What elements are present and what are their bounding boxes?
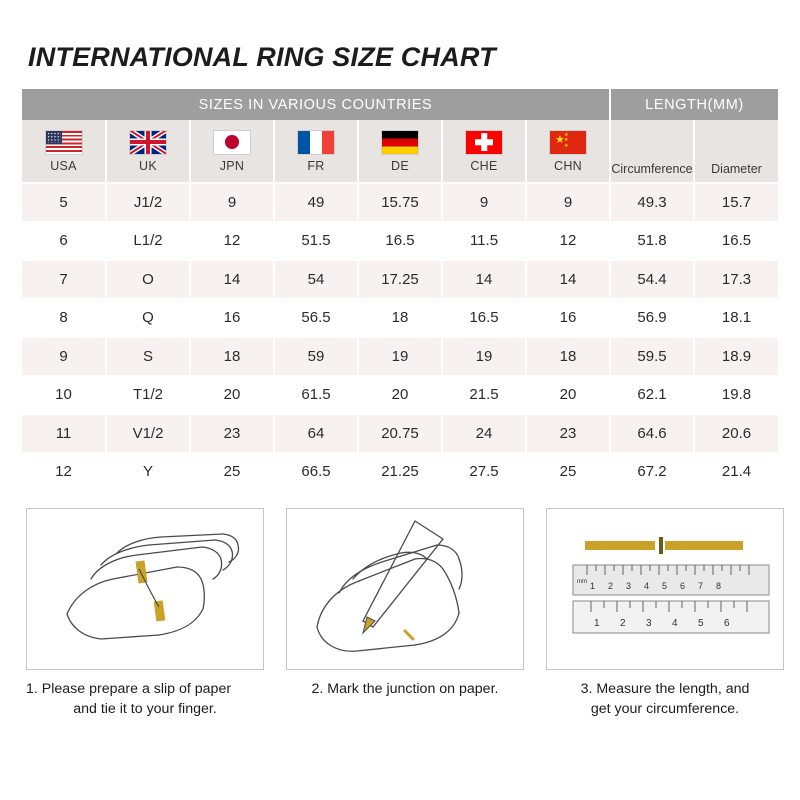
step-3-line2: get your circumference.	[590, 701, 740, 717]
ruler-measuring-icon	[547, 509, 783, 669]
cell-circumference: 54.4	[610, 260, 694, 299]
svg-text:4: 4	[644, 581, 650, 591]
hand-marking-pen-icon	[287, 509, 523, 669]
step-1-line1: 1. Please prepare a slip of paper	[26, 681, 232, 697]
cell-usa: 12	[22, 453, 106, 492]
cell-fr: 64	[274, 414, 358, 453]
step-2-illustration	[286, 508, 524, 670]
cell-jpn: 12	[190, 222, 274, 261]
step-1-caption	[26, 679, 264, 719]
cell-circumference: 62.1	[610, 376, 694, 415]
flag-switzerland-icon	[465, 130, 503, 155]
cell-de: 15.75	[358, 183, 442, 222]
cell-che: 24	[442, 414, 526, 453]
cell-fr: 56.5	[274, 299, 358, 338]
cell-che: 19	[442, 337, 526, 376]
cell-usa: 7	[22, 260, 106, 299]
cell-che: 14	[442, 260, 526, 299]
column-label-che: CHE	[470, 158, 498, 173]
table-row	[22, 222, 778, 261]
column-header-che	[442, 120, 526, 183]
cell-fr: 59	[274, 337, 358, 376]
cell-uk: L1/2	[106, 222, 190, 261]
column-label-diameter: Diameter	[711, 162, 762, 176]
svg-text:2: 2	[620, 618, 626, 629]
column-header-usa	[22, 120, 106, 183]
column-label-circumference: Circumference	[611, 162, 693, 176]
column-label-usa: USA	[50, 158, 77, 173]
cell-jpn: 16	[190, 299, 274, 338]
step-2-line1: 2. Mark the junction on paper.	[311, 681, 499, 697]
cell-circumference: 51.8	[610, 222, 694, 261]
cell-diameter: 19.8	[694, 376, 778, 415]
cell-de: 19	[358, 337, 442, 376]
column-header-fr	[274, 120, 358, 183]
column-header-uk	[106, 120, 190, 183]
cell-chn: 20	[526, 376, 610, 415]
cell-che: 27.5	[442, 453, 526, 492]
flag-china-icon: ★ ★ ★ ★	[549, 130, 587, 155]
step-3-caption	[546, 679, 784, 719]
step-2-caption	[286, 679, 524, 699]
svg-text:5: 5	[662, 581, 668, 591]
cell-uk: T1/2	[106, 376, 190, 415]
flag-uk-icon	[129, 130, 167, 155]
cell-usa: 10	[22, 376, 106, 415]
column-header-circumference	[610, 120, 694, 183]
cell-circumference: 59.5	[610, 337, 694, 376]
cell-chn: 14	[526, 260, 610, 299]
cell-chn: 18	[526, 337, 610, 376]
column-header-jpn	[190, 120, 274, 183]
page-title: INTERNATIONAL RING SIZE CHART	[28, 42, 496, 72]
cell-diameter: 17.3	[694, 260, 778, 299]
step-1-line2: and tie it to your finger.	[73, 701, 217, 717]
cell-de: 20.75	[358, 414, 442, 453]
cell-uk: Y	[106, 453, 190, 492]
flag-usa-icon	[45, 130, 83, 155]
table-group-header-row	[22, 89, 778, 120]
cell-jpn: 9	[190, 183, 274, 222]
cell-de: 18	[358, 299, 442, 338]
cell-usa: 9	[22, 337, 106, 376]
flag-france-icon	[297, 130, 335, 155]
column-label-uk: UK	[139, 158, 157, 173]
cell-diameter: 15.7	[694, 183, 778, 222]
table-row	[22, 337, 778, 376]
column-header-diameter	[694, 120, 778, 183]
cell-fr: 51.5	[274, 222, 358, 261]
svg-text:2: 2	[608, 581, 614, 591]
cell-jpn: 14	[190, 260, 274, 299]
cell-uk: S	[106, 337, 190, 376]
cell-che: 11.5	[442, 222, 526, 261]
cell-fr: 66.5	[274, 453, 358, 492]
svg-text:6: 6	[680, 581, 686, 591]
cell-uk: J1/2	[106, 183, 190, 222]
flag-japan-icon	[213, 130, 251, 155]
cell-jpn: 23	[190, 414, 274, 453]
column-label-jpn: JPN	[219, 158, 245, 173]
table-row	[22, 414, 778, 453]
cell-circumference: 49.3	[610, 183, 694, 222]
svg-text:4: 4	[672, 618, 678, 629]
cell-jpn: 18	[190, 337, 274, 376]
cell-usa: 5	[22, 183, 106, 222]
table-row	[22, 376, 778, 415]
flag-germany-icon	[381, 130, 419, 155]
cell-circumference: 67.2	[610, 453, 694, 492]
cell-de: 17.25	[358, 260, 442, 299]
cell-uk: O	[106, 260, 190, 299]
cell-che: 16.5	[442, 299, 526, 338]
cell-che: 9	[442, 183, 526, 222]
step-1-illustration	[26, 508, 264, 670]
cell-uk: Q	[106, 299, 190, 338]
cell-diameter: 20.6	[694, 414, 778, 453]
cell-fr: 49	[274, 183, 358, 222]
hand-with-paper-strip-icon	[27, 509, 263, 669]
instruction-step-3	[546, 508, 784, 719]
cell-usa: 11	[22, 414, 106, 453]
svg-text:3: 3	[626, 581, 632, 591]
group-header-sizes: SIZES IN VARIOUS COUNTRIES	[22, 89, 610, 120]
column-header-de	[358, 120, 442, 183]
table-row	[22, 299, 778, 338]
cell-fr: 61.5	[274, 376, 358, 415]
svg-text:1: 1	[594, 618, 600, 629]
cell-usa: 6	[22, 222, 106, 261]
cell-diameter: 18.1	[694, 299, 778, 338]
cell-chn: 23	[526, 414, 610, 453]
cell-jpn: 20	[190, 376, 274, 415]
cell-de: 20	[358, 376, 442, 415]
step-3-illustration	[546, 508, 784, 670]
instruction-step-2	[286, 508, 524, 719]
svg-text:7: 7	[698, 581, 704, 591]
svg-text:5: 5	[698, 618, 704, 629]
table-row	[22, 260, 778, 299]
cell-fr: 54	[274, 260, 358, 299]
svg-text:8: 8	[716, 581, 722, 591]
cell-che: 21.5	[442, 376, 526, 415]
svg-text:3: 3	[646, 618, 652, 629]
table-row	[22, 453, 778, 492]
step-3-line1: 3. Measure the length, and	[580, 681, 750, 697]
size-chart-table	[22, 89, 778, 492]
svg-text:6: 6	[724, 618, 730, 629]
cell-circumference: 64.6	[610, 414, 694, 453]
cell-diameter: 18.9	[694, 337, 778, 376]
cell-chn: 16	[526, 299, 610, 338]
cell-chn: 12	[526, 222, 610, 261]
instruction-step-1	[26, 508, 264, 719]
column-label-fr: FR	[307, 158, 325, 173]
cell-uk: V1/2	[106, 414, 190, 453]
instruction-panels	[22, 508, 778, 719]
cell-chn: 25	[526, 453, 610, 492]
svg-text:1: 1	[590, 581, 596, 591]
cell-de: 21.25	[358, 453, 442, 492]
table-column-header-row	[22, 120, 778, 183]
group-header-length: LENGTH(MM)	[610, 89, 778, 120]
column-label-chn: CHN	[554, 158, 582, 173]
cell-de: 16.5	[358, 222, 442, 261]
column-header-chn	[526, 120, 610, 183]
cell-circumference: 56.9	[610, 299, 694, 338]
cell-chn: 9	[526, 183, 610, 222]
column-label-de: DE	[391, 158, 409, 173]
cell-diameter: 16.5	[694, 222, 778, 261]
cell-jpn: 25	[190, 453, 274, 492]
cell-usa: 8	[22, 299, 106, 338]
svg-text:mm: mm	[577, 579, 587, 585]
cell-diameter: 21.4	[694, 453, 778, 492]
table-row	[22, 183, 778, 222]
